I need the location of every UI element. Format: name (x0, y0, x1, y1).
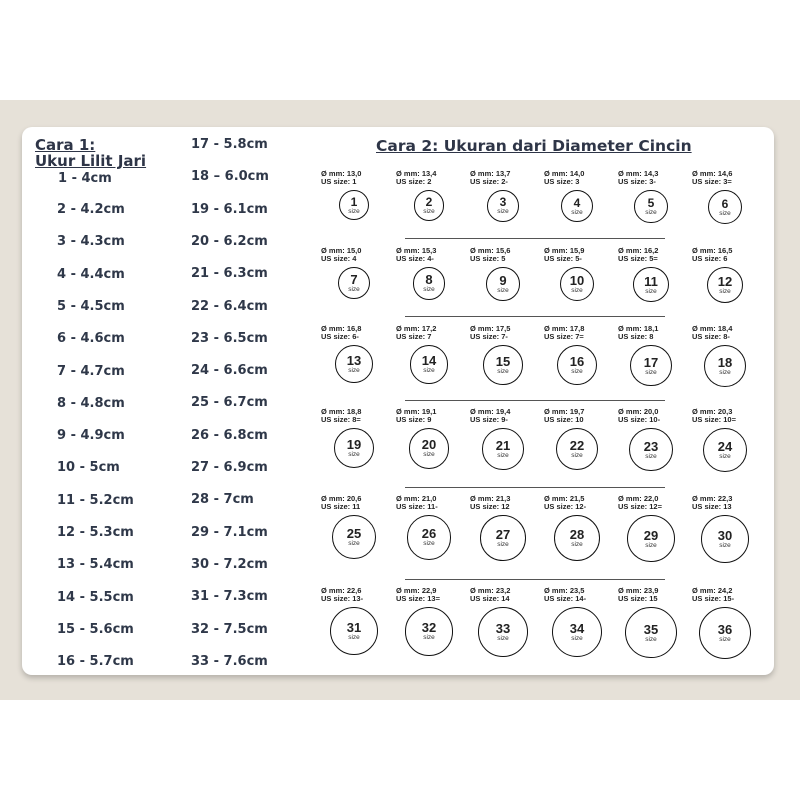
ring-size-item (394, 587, 464, 656)
ring-diameter-label: Ø mm: 18,8 (321, 407, 362, 416)
ring-number: 22 (569, 438, 585, 454)
ring-number: 30 (717, 528, 733, 543)
ring-us-size-label: US size: 10= (692, 415, 736, 424)
circumference-item: 24 - 6.6cm (191, 363, 268, 379)
ring-diameter-label: Ø mm: 23,5 (544, 586, 585, 595)
ring-diameter-label: Ø mm: 24,2 (692, 586, 733, 595)
circumference-item: 19 - 6.1cm (191, 201, 268, 217)
cara2-title: Cara 2: Ukuran dari Diameter Cincin (376, 137, 692, 155)
ring-diameter-label: Ø mm: 22,3 (692, 494, 733, 503)
ring-circle (332, 515, 376, 559)
ring-diameter-label: Ø mm: 17,8 (544, 324, 585, 333)
ring-diameter-label: Ø mm: 21,0 (396, 494, 437, 503)
ring-number: 17 (643, 354, 659, 370)
ring-us-size-label: US size: 9- (470, 415, 508, 424)
ring-diameter-label: Ø mm: 20,0 (618, 407, 659, 416)
circumference-item: 22 - 6.4cm (191, 298, 268, 314)
ring-diameter-label: Ø mm: 18,1 (618, 324, 659, 333)
ring-us-size-label: US size: 14 (470, 594, 510, 603)
ring-circle (330, 607, 378, 655)
ring-diameter-label: Ø mm: 13,0 (321, 169, 362, 178)
circumference-item: 17 - 5.8cm (191, 137, 268, 152)
circumference-item: 11 - 5.2cm (57, 492, 134, 508)
ring-size-caption: size (348, 451, 360, 458)
ring-number: 11 (644, 273, 658, 289)
ring-circle (634, 190, 667, 223)
ring-number: 15 (495, 353, 511, 369)
ring-circle (557, 345, 597, 385)
ring-size-caption: size (423, 367, 435, 375)
ring-number: 36 (717, 622, 733, 637)
ring-diameter-label: Ø mm: 16,2 (618, 246, 659, 255)
ring-circle (339, 190, 369, 220)
ring-diameter-label: Ø mm: 21,5 (544, 494, 585, 503)
ring-circle (410, 345, 449, 384)
ring-size-item (542, 170, 612, 222)
ring-size-caption: size (348, 634, 360, 641)
ring-size-item (319, 408, 389, 468)
ring-us-size-label: US size: 7= (544, 332, 584, 341)
ring-size-item (542, 495, 612, 561)
ring-number: 29 (643, 527, 659, 543)
ring-circle (707, 267, 743, 303)
ring-size-caption: size (423, 451, 435, 459)
ring-circle (338, 267, 370, 299)
ring-size-item (394, 408, 464, 469)
ring-number: 3 (499, 195, 507, 210)
ring-circle (554, 515, 600, 561)
cara1-title-line2: Ukur Lilit Jari (35, 152, 147, 170)
circumference-item: 13 - 5.4cm (57, 557, 134, 573)
ring-size-caption: size (348, 286, 360, 293)
ring-circle (482, 428, 524, 470)
ring-size-caption: size (645, 635, 657, 643)
ring-size-item (319, 325, 389, 383)
circumference-item: 27 - 6.9cm (191, 460, 268, 475)
ring-size-caption: size (348, 540, 360, 547)
ring-size-caption: size (348, 367, 360, 374)
circumference-item: 6 - 4.6cm (57, 331, 125, 347)
ring-circle (486, 267, 520, 301)
circumference-item: 4 - 4.4cm (57, 266, 125, 282)
ring-size-item (616, 408, 686, 471)
ring-us-size-label: US size: 3= (692, 177, 732, 186)
ring-us-size-label: US size: 1 (321, 177, 357, 186)
ring-size-item (319, 247, 389, 299)
ring-us-size-label: US size: 15 (618, 594, 658, 603)
circumference-item: 26 - 6.8cm (191, 427, 268, 443)
ring-us-size-label: US size: 6 (692, 254, 728, 263)
circumference-item: 8 - 4.8cm (57, 395, 125, 411)
ring-size-item (468, 325, 538, 385)
ring-diameter-label: Ø mm: 15,0 (321, 246, 362, 255)
ring-diameter-label: Ø mm: 14,3 (618, 169, 659, 178)
ring-number: 10 (569, 273, 585, 289)
circumference-item: 9 - 4.9cm (57, 428, 125, 444)
circumference-item: 18 – 6.0cm (191, 169, 269, 185)
ring-circle (556, 428, 598, 470)
ring-us-size-label: US size: 13 (692, 502, 732, 511)
ring-diameter-label: Ø mm: 14,0 (544, 169, 585, 178)
circumference-item: 7 - 4.7cm (57, 363, 125, 379)
ring-number: 4 (573, 195, 581, 210)
ring-diameter-label: Ø mm: 17,5 (470, 324, 511, 333)
ring-size-item (468, 408, 538, 470)
ring-size-caption: size (497, 634, 509, 642)
row-separator (405, 238, 665, 239)
ring-size-caption: size (645, 287, 657, 295)
ring-number: 19 (346, 437, 362, 452)
ring-size-item (690, 170, 760, 224)
ring-us-size-label: US size: 13- (321, 594, 364, 603)
ring-number: 25 (346, 526, 362, 541)
circumference-item: 29 - 7.1cm (191, 524, 268, 540)
ring-size-caption: size (571, 208, 583, 216)
ring-us-size-label: US size: 2 (396, 177, 432, 186)
ring-number: 9 (499, 272, 507, 288)
ring-size-item (616, 247, 686, 302)
circumference-item: 25 - 6.7cm (191, 395, 268, 411)
circumference-item: 28 - 7cm (191, 492, 254, 508)
ring-diameter-label: Ø mm: 13,7 (470, 169, 511, 178)
ring-number: 7 (350, 272, 358, 287)
ring-diameter-label: Ø mm: 23,9 (618, 586, 659, 595)
ring-number: 35 (643, 621, 659, 637)
ring-size-item (394, 495, 464, 560)
ring-size-item (319, 170, 389, 220)
circumference-item: 1 - 4cm (58, 171, 112, 186)
ring-size-caption: size (571, 635, 583, 643)
ring-diameter-label: Ø mm: 15,3 (396, 246, 437, 255)
ring-number: 16 (569, 354, 585, 370)
ring-us-size-label: US size: 8 (618, 332, 654, 341)
ring-us-size-label: US size: 12- (544, 502, 587, 511)
ring-us-size-label: US size: 12= (618, 502, 662, 511)
ring-us-size-label: US size: 5- (544, 254, 582, 263)
ring-number: 23 (643, 438, 659, 454)
ring-size-caption: size (719, 288, 731, 295)
ring-us-size-label: US size: 11- (396, 502, 438, 511)
ring-size-item (468, 587, 538, 657)
row-separator (405, 400, 665, 401)
ring-circle (334, 428, 374, 468)
ring-diameter-label: Ø mm: 19,7 (544, 407, 585, 416)
ring-number: 8 (425, 272, 433, 288)
ring-us-size-label: US size: 4 (321, 254, 357, 263)
ring-circle (487, 190, 519, 222)
ring-size-item (542, 247, 612, 301)
ring-size-item (616, 587, 686, 658)
ring-circle (413, 267, 446, 300)
ring-size-caption: size (645, 452, 657, 460)
ring-size-caption: size (423, 207, 435, 215)
circumference-item: 33 - 7.6cm (191, 653, 268, 669)
ring-size-item (690, 247, 760, 303)
ring-number: 14 (421, 353, 437, 369)
ring-circle (699, 607, 751, 659)
ring-diameter-label: Ø mm: 16,5 (692, 246, 733, 255)
ring-us-size-label: US size: 8- (692, 332, 730, 341)
ring-size-caption: size (497, 451, 509, 459)
ring-size-caption: size (571, 368, 583, 376)
ring-circle (407, 515, 452, 560)
ring-size-caption: size (423, 634, 435, 642)
ring-us-size-label: US size: 9 (396, 415, 432, 424)
ring-us-size-label: US size: 7- (470, 332, 508, 341)
ring-size-item (616, 170, 686, 223)
ring-size-caption: size (719, 636, 731, 643)
ring-diameter-label: Ø mm: 20,6 (321, 494, 362, 503)
ring-size-item (542, 325, 612, 385)
ring-circle (335, 345, 373, 383)
ring-us-size-label: US size: 2- (470, 177, 508, 186)
ring-us-size-label: US size: 10- (618, 415, 661, 424)
ring-number: 12 (717, 274, 733, 289)
ring-number: 21 (495, 437, 511, 453)
row-separator (405, 487, 665, 488)
ring-number: 33 (495, 620, 511, 636)
circumference-item: 14 - 5.5cm (57, 589, 134, 605)
ring-number: 13 (346, 353, 362, 368)
ring-number: 20 (421, 437, 437, 453)
ring-circle (409, 428, 450, 469)
ring-number: 28 (569, 527, 585, 543)
ring-circle (560, 267, 594, 301)
circumference-item: 16 - 5.7cm (57, 654, 134, 670)
ring-circle (627, 515, 674, 562)
circumference-item: 30 - 7.2cm (191, 556, 268, 572)
ring-size-item (542, 408, 612, 470)
ring-size-caption: size (497, 540, 509, 548)
circumference-item: 21 - 6.3cm (191, 266, 268, 282)
ring-diameter-label: Ø mm: 22,0 (618, 494, 659, 503)
ring-circle (478, 607, 528, 657)
ring-circle (630, 345, 671, 386)
ring-us-size-label: US size: 3 (544, 177, 580, 186)
ring-number: 5 (647, 196, 655, 211)
circumference-item: 32 - 7.5cm (191, 621, 268, 637)
ring-size-item (394, 247, 464, 300)
ring-us-size-label: US size: 7 (396, 332, 432, 341)
ring-number: 31 (346, 620, 362, 635)
ring-size-item (690, 325, 760, 387)
ring-diameter-label: Ø mm: 15,6 (470, 246, 511, 255)
ring-diameter-label: Ø mm: 23,2 (470, 586, 511, 595)
ring-us-size-label: US size: 14- (544, 594, 587, 603)
row-separator (405, 579, 665, 580)
ring-circle (633, 267, 668, 302)
ring-size-item (616, 325, 686, 386)
ring-circle (405, 607, 454, 656)
circumference-item: 23 - 6.5cm (191, 330, 268, 346)
ring-size-item (319, 587, 389, 655)
ring-size-item (394, 325, 464, 384)
ring-circle (414, 190, 445, 221)
ring-circle (703, 428, 747, 472)
ring-us-size-label: US size: 12 (470, 502, 510, 511)
ring-circle (625, 607, 676, 658)
ring-number: 26 (421, 526, 437, 542)
ring-size-item (394, 170, 464, 221)
ring-size-item (690, 408, 760, 472)
ring-diameter-label: Ø mm: 14,6 (692, 169, 733, 178)
circumference-item: 20 - 6.2cm (191, 233, 268, 249)
ring-size-caption: size (719, 542, 731, 549)
ring-size-item (319, 495, 389, 559)
cara1-title-line1: Cara 1: (35, 136, 96, 154)
ring-size-caption: size (719, 453, 731, 460)
ring-size-item (468, 247, 538, 301)
ring-circle (561, 190, 593, 222)
ring-number: 6 (721, 196, 729, 211)
ring-number: 34 (569, 621, 585, 637)
ring-diameter-label: Ø mm: 22,9 (396, 586, 437, 595)
ring-size-item (468, 495, 538, 561)
ring-number: 2 (425, 194, 433, 209)
circumference-item: 3 - 4.3cm (57, 234, 125, 250)
circumference-item: 31 - 7.3cm (191, 589, 268, 605)
ring-diameter-label: Ø mm: 20,3 (692, 407, 733, 416)
ring-us-size-label: US size: 4- (396, 254, 434, 263)
ring-number: 24 (717, 439, 733, 454)
ring-diameter-label: Ø mm: 13,4 (396, 169, 437, 178)
circumference-item: 10 - 5cm (57, 460, 120, 476)
circumference-item: 5 - 4.5cm (57, 298, 125, 314)
ring-size-item (690, 587, 760, 659)
ring-us-size-label: US size: 5 (470, 254, 506, 263)
ring-circle (629, 428, 672, 471)
ring-us-size-label: US size: 13= (396, 594, 440, 603)
ring-circle (708, 190, 742, 224)
ring-size-caption: size (571, 287, 583, 295)
ring-size-item (468, 170, 538, 222)
ring-diameter-label: Ø mm: 22,6 (321, 586, 362, 595)
ring-size-item (616, 495, 686, 562)
ring-diameter-label: Ø mm: 15,9 (544, 246, 585, 255)
ring-circle (480, 515, 526, 561)
ring-size-caption: size (571, 541, 583, 549)
ring-number: 32 (421, 620, 437, 636)
ring-size-caption: size (497, 208, 509, 216)
ring-us-size-label: US size: 10 (544, 415, 584, 424)
ring-size-caption: size (497, 286, 509, 294)
ring-diameter-label: Ø mm: 16,8 (321, 324, 362, 333)
ring-size-caption: size (348, 207, 360, 215)
cara1-title (35, 137, 146, 169)
ring-us-size-label: US size: 5= (618, 254, 658, 263)
circumference-item: 2 - 4.2cm (57, 202, 125, 217)
ring-number: 18 (717, 355, 733, 370)
ring-size-caption: size (571, 452, 583, 460)
ring-circle (701, 515, 749, 563)
ring-us-size-label: US size: 6- (321, 332, 359, 341)
ring-number: 27 (495, 526, 511, 542)
ring-us-size-label: US size: 3- (618, 177, 656, 186)
circumference-item: 15 - 5.6cm (57, 621, 134, 637)
ring-circle (483, 345, 523, 385)
ring-size-caption: size (497, 367, 509, 375)
ring-diameter-label: Ø mm: 19,4 (470, 407, 511, 416)
ring-us-size-label: US size: 15- (692, 594, 735, 603)
ring-us-size-label: US size: 11 (321, 502, 361, 511)
ring-size-caption: size (719, 369, 731, 376)
ring-us-size-label: US size: 8= (321, 415, 361, 424)
ring-size-caption: size (423, 540, 435, 548)
ring-size-item (542, 587, 612, 657)
ring-diameter-label: Ø mm: 19,1 (396, 407, 437, 416)
ring-size-caption: size (645, 368, 657, 376)
ring-diameter-label: Ø mm: 18,4 (692, 324, 733, 333)
ring-size-caption: size (719, 209, 731, 217)
ring-diameter-label: Ø mm: 17,2 (396, 324, 437, 333)
ring-circle (704, 345, 746, 387)
ring-size-caption: size (423, 286, 435, 294)
ring-number: 1 (350, 194, 358, 209)
ring-circle (552, 607, 602, 657)
ring-diameter-label: Ø mm: 21,3 (470, 494, 511, 503)
circumference-item: 12 - 5.3cm (57, 525, 134, 540)
row-separator (405, 316, 665, 317)
ring-size-caption: size (645, 541, 657, 549)
ring-size-item (690, 495, 760, 563)
ring-size-caption: size (645, 209, 657, 217)
